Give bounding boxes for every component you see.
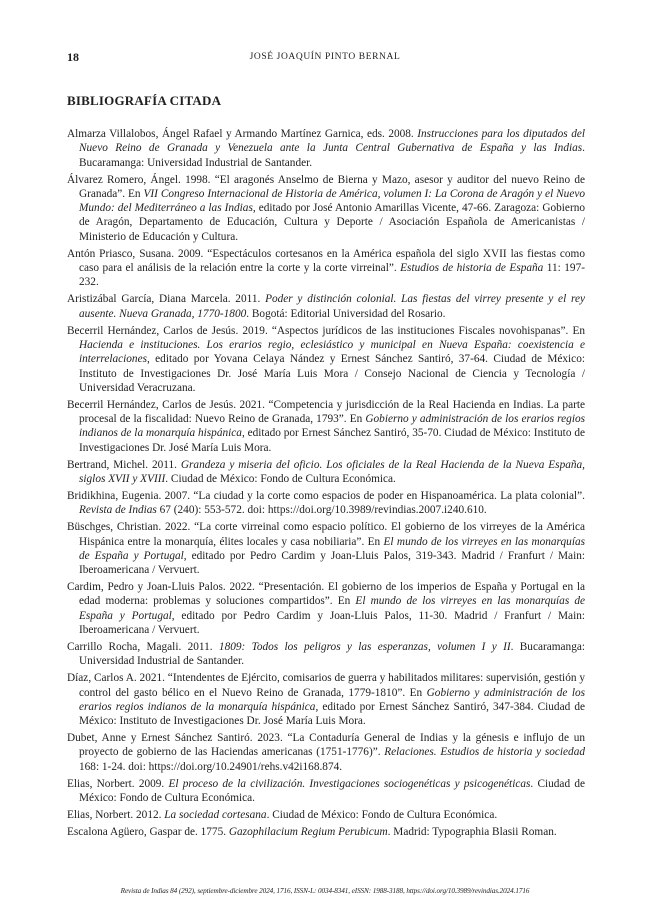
reference-text: 11: 197-232. xyxy=(79,262,585,289)
reference-entry xyxy=(67,731,585,774)
reference-title-italic: Gobierno y administración de los erarios regios indianos de la monarquía hispánica xyxy=(79,413,586,440)
reference-text: . Bucaramanga: Universidad Industrial de Santander. xyxy=(79,640,586,668)
reference-title-italic: El mundo de los virreyes en las monarquías de España y Portugal xyxy=(79,595,586,622)
reference-title-italic: Gobierno y administración de los erarios regios indianos de la monarquía hispánica xyxy=(79,686,586,713)
reference-text: Escalona Agüero, Gaspar de. 1775. xyxy=(67,825,229,838)
reference-text: Díaz, Carlos A. 2021. “Intendentes de Ejército, comisarios de guerra y habilitados militares: supervisión, gestión y control del gasto bélico en el Nuevo Reino de Granada, 1779-1810”. En xyxy=(67,672,585,699)
reference-entry xyxy=(67,324,585,395)
reference-text: Álvarez Romero, Ángel. 1998. “El aragonés Anselmo de Bierna y Mazo, asesor y auditor del nuevo Reino de Granada”. En xyxy=(67,173,585,200)
reference-title-italic: VII Congreso Internacional de Historia de América, volumen I: La Corona de Aragón y el Nuevo Mundo: del Mediterráneo a las Indias xyxy=(79,187,585,215)
reference-entry xyxy=(67,247,585,290)
reference-entry xyxy=(67,489,585,518)
reference-text: , editado por Pedro Cardim y Joan-Lluis Palos, 319-343. Madrid / Franfurt / Main: Iberoamericana / Vervuert. xyxy=(79,549,585,577)
reference-entry xyxy=(67,671,585,728)
reference-title-italic: Poder y distinción colonial. Las fiestas del virrey presente y el rey ausente. Nueva Granada, 1770-1800 xyxy=(79,293,585,320)
reference-title-italic: Hacienda e instituciones. Los erarios regio, eclesiástico y municipal en Nueva España: coexistencia e interrelaciones xyxy=(79,338,585,366)
page-number: 18 xyxy=(67,50,79,64)
reference-text: Cardim, Pedro y Joan-Lluis Palos. 2022. “Presentación. El gobierno de los imperios de España y Portugal en la edad moderna: problemas y soluciones compartidos”. En xyxy=(67,581,585,608)
reference-text: , editado por Pedro Cardim y Joan-Lluis Palos, 11-30. Madrid / Franfurt / Main: Iberoamericana / Vervuert. xyxy=(79,609,585,636)
reference-text: 67 (240): 553-572. doi: https://doi.org/10.3989/revindias.2007.i240.610. xyxy=(156,504,487,517)
reference-text: , editado por Ernest Sánchez Santiró, 347-384. Ciudad de México: Instituto de Investigaciones Dr. José María Luis Mora. xyxy=(79,700,585,728)
reference-entry xyxy=(67,458,585,487)
reference-text: Dubet, Anne y Ernest Sánchez Santiró. 2023. “La Contaduría General de Indias y la génesis e influjo de un proyecto de gobierno de las Haciendas americanas (1751-1776)”. xyxy=(67,732,585,759)
reference-entry xyxy=(67,777,585,806)
reference-title-italic: 1809: Todos los peligros y las esperanzas, volumen I y II xyxy=(218,640,511,653)
reference-title-italic: El proceso de la civilización. Investigaciones sociogenéticas y psicogenéticas xyxy=(168,777,531,790)
reference-text: Antón Priasco, Susana. 2009. “Espectáculos cortesanos en la América española del siglo XVII las fiestas como caso para el análisis de la relación entre la corte y la corte virreinal”. xyxy=(67,247,585,275)
reference-text: Bridikhina, Eugenia. 2007. “La ciudad y la corte como espacios de poder en Hispanoamérica. La plata colonial”. xyxy=(67,489,585,502)
reference-text: Büschges, Christian. 2022. “La corte virreinal como espacio político. El gobierno de los virreyes de la América Hispánica entre la monarquía, élites locales y casa nobiliaria”. En xyxy=(67,521,585,548)
reference-text: Aristizábal García, Diana Marcela. 2011. xyxy=(67,293,266,306)
reference-text: . Bogotá: Editorial Universidad del Rosario. xyxy=(246,307,446,320)
reference-text: Bertrand, Michel. 2011. xyxy=(67,458,181,471)
reference-entry xyxy=(67,580,585,637)
reference-title-italic: La sociedad cortesana xyxy=(164,808,267,821)
reference-entry xyxy=(67,292,585,321)
reference-entry xyxy=(67,825,585,839)
reference-entry xyxy=(67,520,585,577)
reference-title-italic: Revista de Indias xyxy=(79,504,157,517)
reference-text: . Ciudad de México: Fondo de Cultura Económica. xyxy=(266,808,498,821)
reference-entry xyxy=(67,173,585,244)
reference-title-italic: El mundo de los virreyes en las monarquías de España y Portugal xyxy=(79,535,586,562)
reference-text: 168: 1-24. doi: https://doi.org/10.24901/rehs.v42i168.874. xyxy=(79,760,343,773)
reference-title-italic: Estudios de historia de España xyxy=(400,262,544,275)
reference-entry xyxy=(67,398,585,455)
reference-text: . Bucaramanga: Universidad Industrial de Santander. xyxy=(79,142,585,169)
running-head: JOSÉ JOAQUÍN PINTO BERNAL xyxy=(249,52,401,62)
reference-entry xyxy=(67,127,585,170)
reference-text: Becerril Hernández, Carlos de Jesús. 2021. “Competencia y jurisdicción de la Real Hacienda en Indias. La parte procesal de la fiscalidad: Nuevo Reino de Granada, 1793”. En xyxy=(67,398,585,426)
reference-text: . Madrid: Typographia Blasii Roman. xyxy=(387,825,557,838)
reference-entry xyxy=(67,808,585,822)
reference-title-italic: Instrucciones para los diputados del Nuevo Reino de Granada y Venezuela ante la Junta Central Gubernativa de España y las Indias xyxy=(79,128,585,155)
reference-text: Almarza Villalobos, Ángel Rafael y Armando Martínez Garnica, eds. 2008. xyxy=(67,128,418,140)
section-title: BIBLIOGRAFÍA CITADA xyxy=(67,93,222,108)
reference-title-italic: Grandeza y miseria del oficio. Los oficiales de la Real Hacienda de la Nueva España, siglos XVII y XVIII xyxy=(79,458,585,485)
reference-list xyxy=(67,127,585,842)
reference-text: Elias, Norbert. 2012. xyxy=(67,808,165,821)
reference-text: , editado por José Antonio Amarillas Vicente, 47-66. Zaragoza: Gobierno de Aragón, Departamento de Educación, Cultura y Deporte / Asociación Española de Americanistas / Ministerio de Educación y Cultura. xyxy=(79,202,586,243)
reference-entry xyxy=(67,640,585,669)
reference-text: Carrillo Rocha, Magali. 2011. xyxy=(67,640,219,653)
page-footer: Revista de Indias 84 (292), septiembre-diciembre 2024, 1716, ISSN-L: 0034-8341, eISSN: 1988-3188, https://doi.org/10.3989/revindias.2024.1716 xyxy=(120,887,530,895)
reference-title-italic: Gazophilacium Regium Perubicum xyxy=(228,825,388,838)
reference-text: . Ciudad de México: Fondo de Cultura Económica. xyxy=(165,472,396,485)
reference-text: , editado por Ernest Sánchez Santiró, 35-70. Ciudad de México: Instituto de Investigaciones Dr. José María Luis Mora. xyxy=(79,427,585,454)
reference-text: Elias, Norbert. 2009. xyxy=(67,777,169,790)
reference-text: . Ciudad de México: Fondo de Cultura Económica. xyxy=(79,777,585,804)
reference-text: , editado por Yovana Celaya Nández y Ernest Sánchez Santiró, 37-64. Ciudad de México: Instituto de Investigaciones Dr. José María Luis Mora / Consejo Nacional de Ciencia y Tecnología / Universidad Veracruzana. xyxy=(79,353,585,394)
reference-title-italic: Relaciones. Estudios de historia y sociedad xyxy=(384,746,585,759)
reference-text: Becerril Hernández, Carlos de Jesús. 2019. “Aspectos jurídicos de las instituciones Fiscales novohispanas”. En xyxy=(67,324,585,337)
